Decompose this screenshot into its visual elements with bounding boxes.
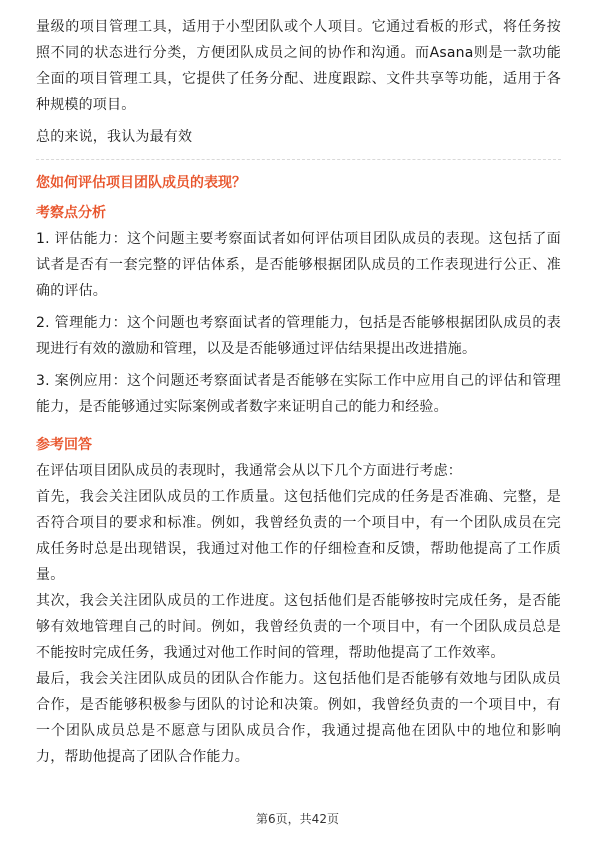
question-title: 您如何评估项目团队成员的表现？: [36, 175, 246, 191]
section-divider: [36, 159, 561, 160]
answer-paragraph: 其次，我会关注团队成员的工作进度。这包括他们是否能够按时完成任务，是否能够有效地管理自己的时间。例如，我曾经负责的一个项目中，有一个团队成员总是不能按时完成任务，我通过对他工作时间的管理，帮助他提高了工作效率。: [36, 593, 561, 661]
answer-paragraph: 在评估项目团队成员的表现时，我通常会从以下几个方面进行考虑：: [36, 463, 462, 479]
page-number: 第6页，共42页: [256, 812, 339, 826]
analysis-heading: 考察点分析: [36, 205, 106, 221]
answer-heading: 参考回答: [36, 437, 92, 453]
analysis-point: 1. 评估能力：这个问题主要考察面试者如何评估项目团队成员的表现。这包括了面试者是否有一套完整的评估体系，是否能够根据团队成员的工作表现进行公正、准确的评估。: [36, 231, 561, 299]
answer-paragraph: 最后，我会关注团队成员的团队合作能力。这包括他们是否能够有效地与团队成员合作，是否能够积极参与团队的讨论和决策。例如，我曾经负责的一个项目中，有一个团队成员总是不愿意与团队成员合作，我通过提高他在团队中的地位和影响力，帮助他提高了团队合作能力。: [36, 671, 561, 765]
intro-paragraph: 量级的项目管理工具，适用于小型团队或个人项目。它通过看板的形式，将任务按照不同的状态进行分类，方便团队成员之间的协作和沟通。而Asana则是一款功能全面的项目管理工具，它提供了任务分配、进度跟踪、文件共享等功能，适用于各种规模的项目。: [36, 19, 561, 113]
answer-paragraph: 首先，我会关注团队成员的工作质量。这包括他们完成的任务是否准确、完整，是否符合项目的要求和标准。例如，我曾经负责的一个项目中，有一个团队成员在完成任务时总是出现错误，我通过对他工作的仔细检查和反馈，帮助他提高了工作质量。: [36, 489, 561, 583]
analysis-point: 2. 管理能力：这个问题也考察面试者的管理能力，包括是否能够根据团队成员的表现进行有效的激励和管理，以及是否能够通过评估结果提出改进措施。: [36, 315, 561, 357]
intro-conclusion: 总的来说，我认为最有效: [36, 129, 193, 145]
document-page: [36, 14, 561, 770]
analysis-point: 3. 案例应用：这个问题还考察面试者是否能够在实际工作中应用自己的评估和管理能力，是否能够通过实际案例或者数字来证明自己的能力和经验。: [36, 373, 561, 415]
